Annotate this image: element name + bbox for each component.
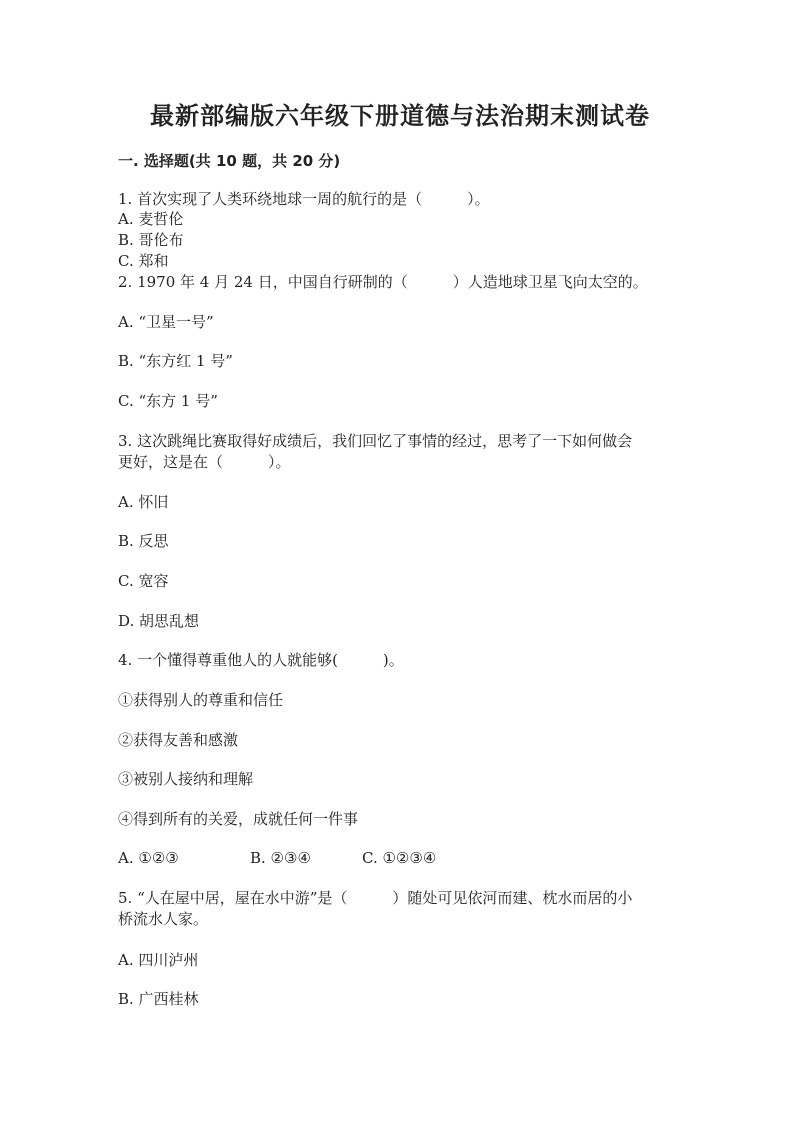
page-title: 最新部编版六年级下册道德与法治期末测试卷 [150,102,650,130]
question-4-option-a: A. ①②③ [118,849,179,867]
question-4-item-4: ④得到所有的关爱，成就任何一件事 [118,810,359,828]
question-5-option-b: B. 广西桂林 [118,990,199,1008]
question-4-item-2: ②获得友善和感激 [118,731,239,749]
question-1-option-a: A. 麦哲伦 [118,210,184,228]
question-5-option-a: A. 四川泸州 [118,951,199,969]
question-5-stem-line2: 桥流水人家。 [118,910,209,928]
question-4-item-1: ①获得别人的尊重和信任 [118,691,284,709]
question-4-option-c: C. ①②③④ [362,849,437,867]
question-4-item-3: ③被别人接纳和理解 [118,770,254,788]
question-3-option-a: A. 怀旧 [118,493,169,511]
question-2-stem: 2. 1970 年 4 月 24 日，中国自行研制的（ ）人造地球卫星飞向太空的。 [118,273,648,291]
question-4-stem: 4. 一个懂得尊重他人的人就能够( )。 [118,651,404,669]
question-2-option-a: A. “卫星一号” [118,313,214,331]
section-heading: 一. 选择题(共 10 题，共 20 分) [118,152,341,170]
question-1-option-b: B. 哥伦布 [118,231,184,249]
question-4-option-b: B. ②③④ [250,849,311,867]
question-1-option-c: C. 郑和 [118,252,169,270]
question-3-stem-line1: 3. 这次跳绳比赛取得好成绩后，我们回忆了事情的经过，思考了一下如何做会 [118,432,633,450]
question-3-option-d: D. 胡思乱想 [118,612,200,630]
question-3-option-b: B. 反思 [118,532,169,550]
question-2-option-b: B. “东方红 1 号” [118,352,233,370]
question-3-option-c: C. 宽容 [118,572,169,590]
question-3-stem-line2: 更好，这是在（ ）。 [118,453,291,471]
question-5-stem-line1: 5. “人在屋中居，屋在水中游”是（ ）随处可见依河而建、枕水而居的小 [118,889,633,907]
question-2-option-c: C. “东方 1 号” [118,392,218,410]
question-1-stem: 1. 首次实现了人类环绕地球一周的航行的是（ ）。 [118,190,490,208]
